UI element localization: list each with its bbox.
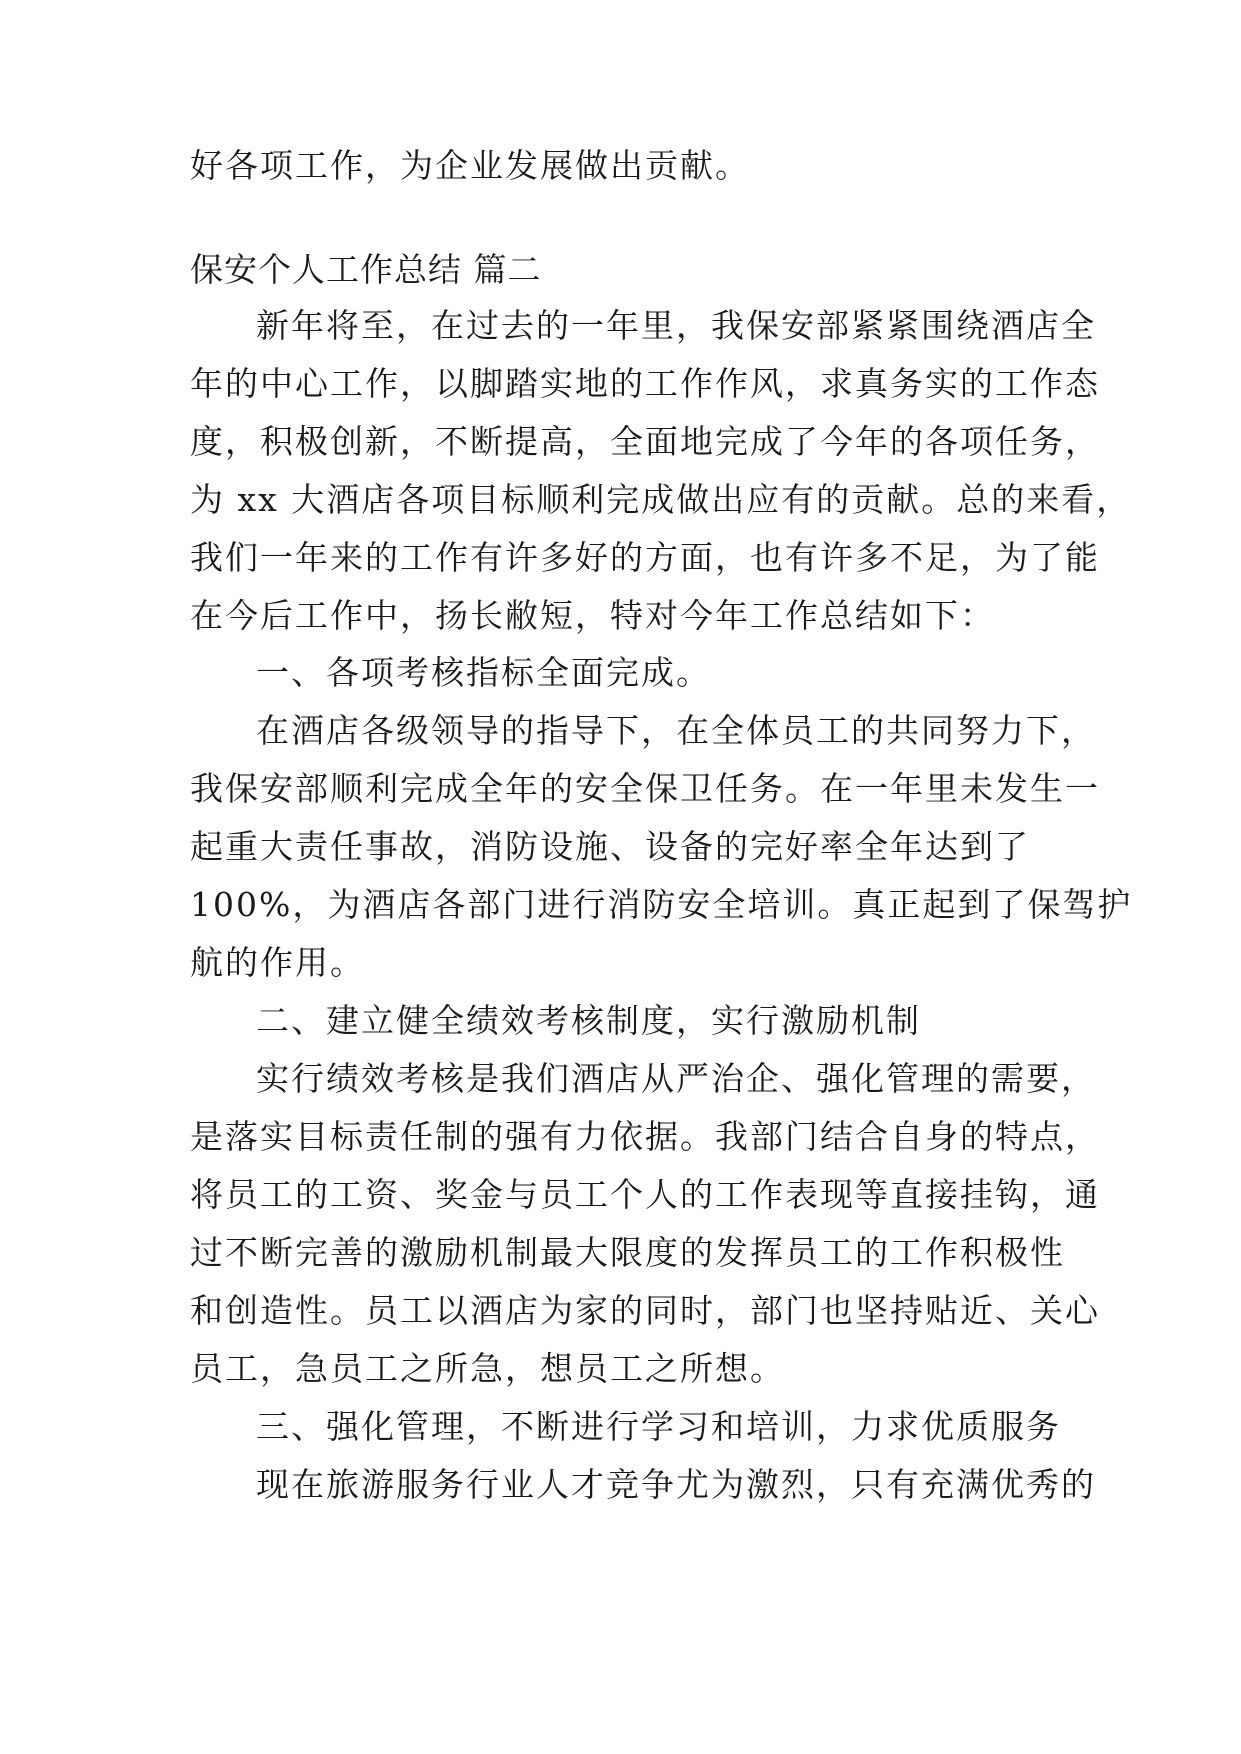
- paragraph-line: 现在旅游服务行业人才竞争尤为激烈，只有充满优秀的: [256, 1465, 1096, 1504]
- paragraph-line: 实行绩效考核是我们酒店从严治企、强化管理的需要，: [256, 1059, 1096, 1098]
- paragraph-line: 和创造性。员工以酒店为家的同时，部门也坚持贴近、关心: [190, 1291, 1100, 1330]
- paragraph-line: 航的作用。: [190, 943, 365, 982]
- paragraph-line: 过不断完善的激励机制最大限度的发挥员工的工作积极性: [190, 1233, 1065, 1272]
- paragraph-line: 年的中心工作，以脚踏实地的工作作风，求真务实的工作态: [190, 364, 1100, 403]
- subheading: 三、强化管理，不断进行学习和培训，力求优质服务: [256, 1407, 1061, 1446]
- paragraph-line: 好各项工作，为企业发展做出贡献。: [190, 146, 750, 185]
- paragraph-line: 我保安部顺利完成全年的安全保卫任务。在一年里未发生一: [190, 769, 1100, 808]
- paragraph-line: 起重大责任事故，消防设施、设备的完好率全年达到了: [190, 827, 1030, 866]
- paragraph-line: 在酒店各级领导的指导下，在全体员工的共同努力下，: [256, 711, 1096, 750]
- paragraph-line: 我们一年来的工作有许多好的方面，也有许多不足，为了能: [190, 538, 1100, 577]
- subheading: 一、各项考核指标全面完成。: [256, 653, 711, 692]
- paragraph-line: 度，积极创新，不断提高，全面地完成了今年的各项任务，: [190, 422, 1100, 461]
- paragraph-line: 为 xx 大酒店各项目标顺利完成做出应有的贡献。总的来看，: [190, 480, 1132, 519]
- section-heading: 保安个人工作总结 篇二: [190, 250, 542, 289]
- subheading: 二、建立健全绩效考核制度，实行激励机制: [256, 1001, 921, 1040]
- paragraph-line: 100%，为酒店各部门进行消防安全培训。真正起到了保驾护: [190, 885, 1133, 924]
- paragraph-line: 员工，急员工之所急，想员工之所想。: [190, 1349, 785, 1388]
- paragraph-line: 新年将至，在过去的一年里，我保安部紧紧围绕酒店全: [256, 306, 1096, 345]
- paragraph-line: 在今后工作中，扬长敝短，特对今年工作总结如下：: [190, 596, 995, 635]
- paragraph-line: 将员工的工资、奖金与员工个人的工作表现等直接挂钩，通: [190, 1175, 1100, 1214]
- paragraph-line: 是落实目标责任制的强有力依据。我部门结合自身的特点，: [190, 1117, 1100, 1156]
